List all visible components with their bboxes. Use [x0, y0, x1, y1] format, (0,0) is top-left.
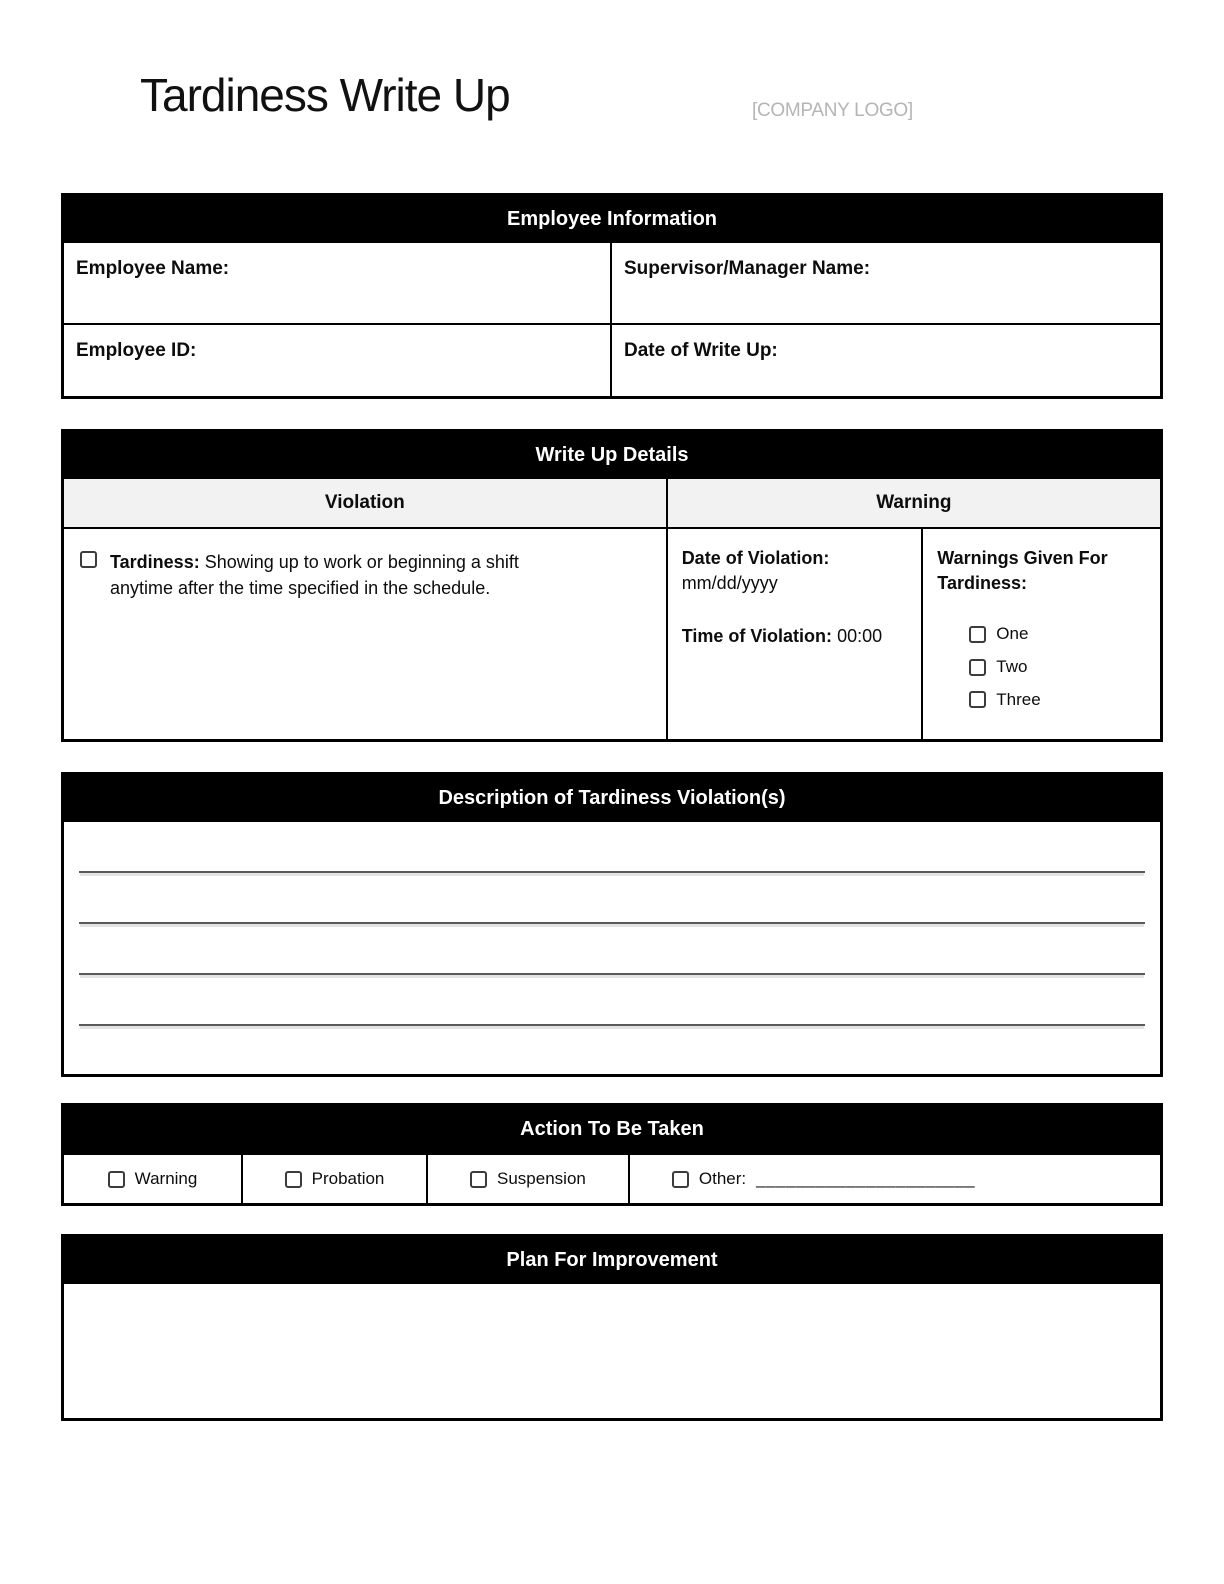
warning-two-label: Two [996, 657, 1028, 677]
employee-name-field[interactable] [64, 243, 612, 323]
warning-column-header: Warning [876, 492, 952, 513]
violation-cell [64, 529, 668, 739]
description-line[interactable] [79, 873, 1145, 924]
date-of-violation-input[interactable]: mm/dd/yyyy [681, 573, 778, 594]
warning-two-checkbox[interactable] [969, 659, 986, 676]
description-input-area[interactable] [64, 822, 1160, 1074]
supervisor-name-field[interactable] [612, 243, 1160, 323]
date-of-write-up-label: Date of Write Up: [624, 340, 778, 361]
date-of-write-up-field[interactable] [612, 323, 1160, 396]
employee-name-label: Employee Name: [76, 258, 230, 279]
time-of-violation-label: Time of Violation: [681, 626, 833, 647]
page-title: Tardiness Write Up [140, 69, 510, 121]
warnings-given-options [969, 622, 1146, 711]
action-section [61, 1103, 1163, 1206]
warning-three-label: Three [996, 689, 1041, 709]
description-line[interactable] [79, 822, 1145, 873]
action-option-suspension [428, 1155, 630, 1203]
form-document [61, 0, 1163, 1421]
action-suspension-label: Suspension [497, 1169, 586, 1188]
action-option-warning [64, 1155, 243, 1203]
action-header: Action To Be Taken [64, 1106, 1160, 1153]
warnings-given-label: Warnings Given For Tardiness: [937, 548, 1108, 594]
employee-info-row-1 [64, 243, 1160, 323]
plan-input-area[interactable] [64, 1284, 1160, 1418]
action-option-probation [243, 1155, 428, 1203]
description-line[interactable] [79, 924, 1145, 975]
tardiness-label: Tardiness: [110, 552, 200, 572]
tardiness-violation-text [110, 549, 572, 601]
time-of-violation-line [682, 624, 908, 649]
write-up-details-body [64, 527, 1160, 739]
action-other-input-line[interactable]: ______________________ [756, 1169, 976, 1188]
employee-info-row-2 [64, 323, 1160, 396]
company-logo-placeholder: [COMPANY LOGO] [752, 100, 913, 121]
tardiness-description: Showing up to work or beginning a shift anytime after the time specified in the schedule. [110, 552, 519, 599]
description-line[interactable] [79, 975, 1145, 1026]
warning-option-one [969, 622, 1146, 646]
action-warning-label: Warning [134, 1169, 198, 1188]
description-header: Description of Tardiness Violation(s) [64, 775, 1160, 822]
employee-id-label: Employee ID: [76, 340, 197, 361]
plan-section [61, 1234, 1163, 1421]
warning-option-three [969, 688, 1146, 712]
action-probation-checkbox[interactable] [285, 1171, 302, 1188]
employee-information-section [61, 193, 1163, 399]
action-other-label: Other: [698, 1169, 747, 1188]
employee-information-header: Employee Information [64, 196, 1160, 243]
date-of-violation-label: Date of Violation: [681, 548, 830, 568]
action-option-other [630, 1155, 1160, 1203]
warnings-given-cell [923, 529, 1160, 739]
action-options-row [64, 1153, 1160, 1203]
tardiness-checkbox[interactable] [80, 551, 97, 568]
plan-header: Plan For Improvement [64, 1237, 1160, 1284]
write-up-details-column-headers [64, 479, 1160, 527]
document-header [61, 0, 1163, 193]
action-other-checkbox[interactable] [672, 1171, 689, 1188]
action-warning-checkbox[interactable] [108, 1171, 125, 1188]
warning-option-two [969, 655, 1146, 679]
warning-one-checkbox[interactable] [969, 626, 986, 643]
violation-column-header: Violation [64, 479, 668, 527]
warning-three-checkbox[interactable] [969, 691, 986, 708]
description-section [61, 772, 1163, 1077]
employee-id-field[interactable] [64, 323, 612, 396]
action-probation-label: Probation [311, 1169, 385, 1188]
warning-one-label: One [996, 624, 1029, 644]
write-up-details-header: Write Up Details [64, 432, 1160, 479]
time-of-violation-input[interactable]: 00:00 [837, 626, 883, 647]
warning-cell [668, 529, 1160, 739]
write-up-details-section [61, 429, 1163, 742]
violation-date-time-cell [668, 529, 924, 739]
supervisor-name-label: Supervisor/Manager Name: [624, 258, 871, 279]
action-suspension-checkbox[interactable] [470, 1171, 487, 1188]
